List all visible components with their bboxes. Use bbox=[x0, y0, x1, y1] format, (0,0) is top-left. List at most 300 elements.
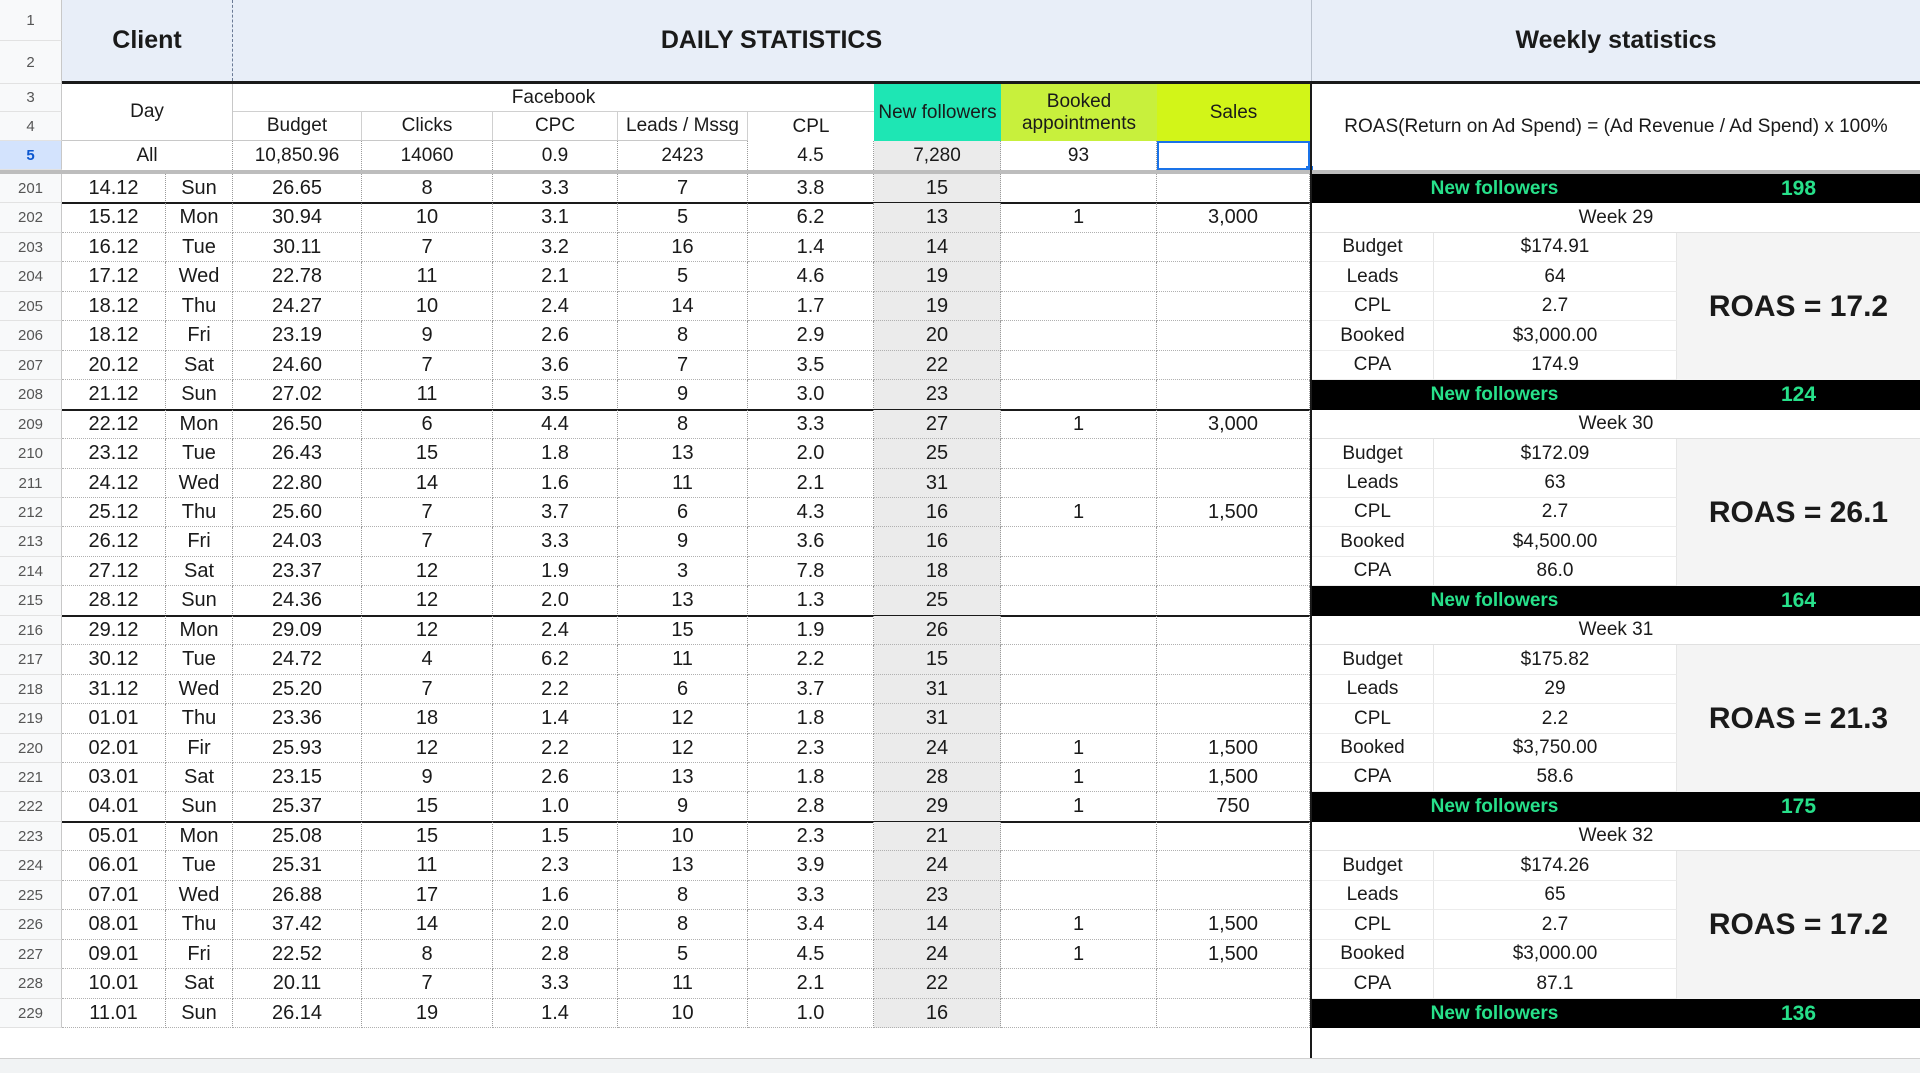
row-number[interactable]: 208 bbox=[0, 380, 62, 410]
cell-dow[interactable]: Sun bbox=[166, 792, 233, 822]
cell-date[interactable]: 23.12 bbox=[62, 439, 166, 469]
cell-sales[interactable] bbox=[1157, 969, 1310, 999]
row-number[interactable]: 218 bbox=[0, 675, 62, 704]
cell-fol[interactable]: 24 bbox=[874, 940, 1001, 969]
cell-date[interactable]: 11.01 bbox=[62, 999, 166, 1028]
cell-cpc[interactable]: 1.8 bbox=[493, 439, 618, 469]
cell-cpc[interactable]: 1.6 bbox=[493, 469, 618, 498]
cell-booked[interactable] bbox=[1001, 439, 1157, 469]
week-budget-label[interactable]: Budget bbox=[1312, 439, 1434, 469]
cell-fol[interactable]: 31 bbox=[874, 704, 1001, 734]
cell-leads[interactable]: 8 bbox=[618, 881, 748, 910]
row-number[interactable]: 224 bbox=[0, 851, 62, 881]
cell-cpl[interactable]: 2.3 bbox=[748, 734, 874, 763]
cell-booked[interactable] bbox=[1001, 321, 1157, 351]
cell-cpl[interactable]: 3.9 bbox=[748, 851, 874, 881]
cell-cpl[interactable]: 6.2 bbox=[748, 203, 874, 233]
cell-cpc[interactable]: 3.5 bbox=[493, 380, 618, 410]
cell-fol[interactable]: 31 bbox=[874, 675, 1001, 704]
cell-sales[interactable]: 750 bbox=[1157, 792, 1310, 822]
cell-sales[interactable] bbox=[1157, 822, 1310, 851]
roas-formula[interactable]: ROAS(Return on Ad Spend) = (Ad Revenue / Ad Spend) x 100% bbox=[1344, 116, 1888, 137]
totals-budget[interactable]: 10,850.96 bbox=[233, 141, 362, 170]
cell-cpc[interactable]: 3.1 bbox=[493, 203, 618, 233]
cell-sales[interactable] bbox=[1157, 439, 1310, 469]
cell-sales[interactable]: 1,500 bbox=[1157, 940, 1310, 969]
new-followers-label[interactable]: New followers bbox=[1430, 1002, 1559, 1024]
week-title[interactable]: Week 30 bbox=[1312, 410, 1920, 439]
cell-dow[interactable]: Thu bbox=[166, 498, 233, 527]
cell-leads[interactable]: 14 bbox=[618, 292, 748, 321]
cell-sales[interactable]: 1,500 bbox=[1157, 498, 1310, 527]
cell-booked[interactable] bbox=[1001, 675, 1157, 704]
week-title[interactable]: Week 29 bbox=[1312, 203, 1920, 233]
cell-budget[interactable]: 29.09 bbox=[233, 616, 362, 645]
row-number[interactable]: 228 bbox=[0, 969, 62, 999]
cell-booked[interactable] bbox=[1001, 351, 1157, 380]
new-followers-label[interactable]: New followers bbox=[1430, 384, 1559, 405]
cell-date[interactable]: 24.12 bbox=[62, 469, 166, 498]
cell-date[interactable]: 02.01 bbox=[62, 734, 166, 763]
roas-value[interactable]: ROAS = 26.1 bbox=[1677, 439, 1920, 586]
cell-leads[interactable]: 12 bbox=[618, 704, 748, 734]
cell-date[interactable]: 29.12 bbox=[62, 616, 166, 645]
cell-budget[interactable]: 20.11 bbox=[233, 969, 362, 999]
cell-cpc[interactable]: 1.4 bbox=[493, 704, 618, 734]
cell-date[interactable]: 16.12 bbox=[62, 233, 166, 262]
cell-sales[interactable]: 3,000 bbox=[1157, 410, 1310, 439]
week-budget-label[interactable]: Budget bbox=[1312, 233, 1434, 262]
cell-date[interactable]: 03.01 bbox=[62, 763, 166, 792]
week-booked-label[interactable]: Booked bbox=[1312, 734, 1434, 763]
cell-booked[interactable]: 1 bbox=[1001, 792, 1157, 822]
cell-budget[interactable]: 24.03 bbox=[233, 527, 362, 557]
cell-cpc[interactable]: 2.6 bbox=[493, 763, 618, 792]
cell-fol[interactable]: 27 bbox=[874, 410, 1001, 439]
new-followers-header[interactable]: New followers bbox=[874, 84, 1001, 141]
week-leads-label[interactable]: Leads bbox=[1312, 675, 1434, 704]
cell-dow[interactable]: Thu bbox=[166, 910, 233, 940]
week-cpa-label[interactable]: CPA bbox=[1312, 557, 1434, 586]
cell-leads[interactable]: 9 bbox=[618, 380, 748, 410]
week-cpl-value[interactable]: 2.2 bbox=[1434, 704, 1677, 734]
cell-fol[interactable]: 31 bbox=[874, 469, 1001, 498]
cell-booked[interactable] bbox=[1001, 586, 1157, 616]
row-number[interactable]: 3 bbox=[0, 84, 62, 112]
cell-clicks[interactable]: 11 bbox=[362, 380, 493, 410]
new-followers-label[interactable]: New followers bbox=[1430, 177, 1559, 199]
week-budget-label[interactable]: Budget bbox=[1312, 851, 1434, 881]
row-number[interactable]: 205 bbox=[0, 292, 62, 321]
cell-fol[interactable]: 23 bbox=[874, 380, 1001, 410]
cell-budget[interactable]: 22.52 bbox=[233, 940, 362, 969]
cell-leads[interactable]: 8 bbox=[618, 910, 748, 940]
cell-budget[interactable]: 25.20 bbox=[233, 675, 362, 704]
cell-cpc[interactable]: 2.4 bbox=[493, 292, 618, 321]
week-booked-value[interactable]: $3,000.00 bbox=[1434, 321, 1677, 351]
cell-date[interactable]: 08.01 bbox=[62, 910, 166, 940]
day-header[interactable]: Day bbox=[62, 84, 233, 141]
cell-cpl[interactable]: 4.6 bbox=[748, 262, 874, 292]
cell-sales[interactable] bbox=[1157, 262, 1310, 292]
cell-clicks[interactable]: 8 bbox=[362, 174, 493, 203]
row-number[interactable]: 229 bbox=[0, 999, 62, 1028]
cell-budget[interactable]: 23.15 bbox=[233, 763, 362, 792]
cell-fol[interactable]: 25 bbox=[874, 439, 1001, 469]
cell-cpc[interactable]: 3.6 bbox=[493, 351, 618, 380]
clicks-header[interactable]: Clicks bbox=[362, 112, 493, 141]
row-number[interactable]: 227 bbox=[0, 940, 62, 969]
cell-fol[interactable]: 26 bbox=[874, 616, 1001, 645]
cell-booked[interactable] bbox=[1001, 527, 1157, 557]
cell-fol[interactable]: 16 bbox=[874, 999, 1001, 1028]
cell-cpl[interactable]: 1.9 bbox=[748, 616, 874, 645]
cell-dow[interactable]: Sun bbox=[166, 999, 233, 1028]
cell-leads[interactable]: 6 bbox=[618, 675, 748, 704]
cell-cpc[interactable]: 3.7 bbox=[493, 498, 618, 527]
row-number[interactable]: 201 bbox=[0, 174, 62, 203]
cell-fol[interactable]: 24 bbox=[874, 851, 1001, 881]
cell-booked[interactable]: 1 bbox=[1001, 203, 1157, 233]
cell-fol[interactable]: 24 bbox=[874, 734, 1001, 763]
cell-cpc[interactable]: 1.0 bbox=[493, 792, 618, 822]
week-cpl-value[interactable]: 2.7 bbox=[1434, 910, 1677, 940]
cell-budget[interactable]: 22.78 bbox=[233, 262, 362, 292]
cell-sales[interactable] bbox=[1157, 645, 1310, 675]
facebook-header[interactable]: Facebook bbox=[233, 84, 874, 112]
cell-clicks[interactable]: 9 bbox=[362, 763, 493, 792]
cell-booked[interactable] bbox=[1001, 969, 1157, 999]
cell-date[interactable]: 14.12 bbox=[62, 174, 166, 203]
row-number[interactable]: 206 bbox=[0, 321, 62, 351]
cell-cpl[interactable]: 3.6 bbox=[748, 527, 874, 557]
cell-cpc[interactable]: 4.4 bbox=[493, 410, 618, 439]
row-number[interactable]: 4 bbox=[0, 112, 62, 141]
week-cpa-value[interactable]: 86.0 bbox=[1434, 557, 1677, 586]
cell-clicks[interactable]: 12 bbox=[362, 734, 493, 763]
cell-booked[interactable]: 1 bbox=[1001, 940, 1157, 969]
cell-fol[interactable]: 20 bbox=[874, 321, 1001, 351]
row-number[interactable]: 202 bbox=[0, 203, 62, 233]
new-followers-value[interactable]: 164 bbox=[1780, 589, 1817, 612]
week-booked-value[interactable]: $3,750.00 bbox=[1434, 734, 1677, 763]
cell-leads[interactable]: 11 bbox=[618, 645, 748, 675]
cell-fol[interactable]: 22 bbox=[874, 351, 1001, 380]
cell-dow[interactable]: Tue bbox=[166, 645, 233, 675]
row-number[interactable]: 210 bbox=[0, 439, 62, 469]
cell-dow[interactable]: Sat bbox=[166, 969, 233, 999]
cell-dow[interactable]: Thu bbox=[166, 704, 233, 734]
sales-header[interactable]: Sales bbox=[1157, 84, 1310, 141]
cell-sales[interactable] bbox=[1157, 999, 1310, 1028]
row-number[interactable]: 220 bbox=[0, 734, 62, 763]
cell-clicks[interactable]: 14 bbox=[362, 469, 493, 498]
cell-date[interactable]: 17.12 bbox=[62, 262, 166, 292]
cell-date[interactable]: 25.12 bbox=[62, 498, 166, 527]
cell-clicks[interactable]: 17 bbox=[362, 881, 493, 910]
cell-booked[interactable]: 1 bbox=[1001, 734, 1157, 763]
cpc-header[interactable]: CPC bbox=[493, 112, 618, 141]
cell-cpl[interactable]: 1.0 bbox=[748, 999, 874, 1028]
cell-budget[interactable]: 23.37 bbox=[233, 557, 362, 586]
cell-leads[interactable]: 5 bbox=[618, 940, 748, 969]
week-budget-value[interactable]: $174.26 bbox=[1434, 851, 1677, 881]
cell-cpl[interactable]: 1.8 bbox=[748, 704, 874, 734]
cell-date[interactable]: 04.01 bbox=[62, 792, 166, 822]
cell-budget[interactable]: 25.93 bbox=[233, 734, 362, 763]
cell-date[interactable]: 15.12 bbox=[62, 203, 166, 233]
cell-booked[interactable]: 1 bbox=[1001, 763, 1157, 792]
cell-cpc[interactable]: 3.2 bbox=[493, 233, 618, 262]
cell-cpl[interactable]: 2.1 bbox=[748, 969, 874, 999]
row-number[interactable]: 226 bbox=[0, 910, 62, 940]
totals-cpl[interactable]: 4.5 bbox=[748, 141, 874, 170]
cell-budget[interactable]: 37.42 bbox=[233, 910, 362, 940]
cell-fol[interactable]: 13 bbox=[874, 203, 1001, 233]
cell-leads[interactable]: 13 bbox=[618, 439, 748, 469]
week-cpl-label[interactable]: CPL bbox=[1312, 704, 1434, 734]
cell-sales[interactable]: 1,500 bbox=[1157, 734, 1310, 763]
week-leads-value[interactable]: 65 bbox=[1434, 881, 1677, 910]
cell-booked[interactable] bbox=[1001, 645, 1157, 675]
new-followers-value[interactable]: 124 bbox=[1780, 383, 1817, 406]
cell-clicks[interactable]: 11 bbox=[362, 262, 493, 292]
week-budget-value[interactable]: $174.91 bbox=[1434, 233, 1677, 262]
totals-followers[interactable]: 7,280 bbox=[874, 141, 1001, 170]
cell-leads[interactable]: 16 bbox=[618, 233, 748, 262]
cell-date[interactable]: 10.01 bbox=[62, 969, 166, 999]
cell-date[interactable]: 26.12 bbox=[62, 527, 166, 557]
cell-cpc[interactable]: 3.3 bbox=[493, 969, 618, 999]
cell-cpl[interactable]: 3.3 bbox=[748, 881, 874, 910]
cell-cpl[interactable]: 3.4 bbox=[748, 910, 874, 940]
new-followers-value[interactable]: 136 bbox=[1780, 1001, 1817, 1025]
roas-value[interactable]: ROAS = 17.2 bbox=[1677, 851, 1920, 999]
totals-clicks[interactable]: 14060 bbox=[362, 141, 493, 170]
cell-leads[interactable]: 12 bbox=[618, 734, 748, 763]
cell-dow[interactable]: Wed bbox=[166, 675, 233, 704]
totals-booked[interactable]: 93 bbox=[1001, 141, 1157, 170]
cell-cpl[interactable]: 1.8 bbox=[748, 763, 874, 792]
week-booked-label[interactable]: Booked bbox=[1312, 940, 1434, 969]
cell-booked[interactable] bbox=[1001, 292, 1157, 321]
row-number[interactable]: 203 bbox=[0, 233, 62, 262]
new-followers-value[interactable]: 175 bbox=[1780, 795, 1817, 818]
cell-budget[interactable]: 27.02 bbox=[233, 380, 362, 410]
cell-cpc[interactable]: 1.6 bbox=[493, 881, 618, 910]
cell-booked[interactable] bbox=[1001, 469, 1157, 498]
cell-cpl[interactable]: 2.0 bbox=[748, 439, 874, 469]
cell-booked[interactable] bbox=[1001, 999, 1157, 1028]
cell-cpl[interactable]: 2.1 bbox=[748, 469, 874, 498]
cell-budget[interactable]: 25.08 bbox=[233, 822, 362, 851]
cell-booked[interactable] bbox=[1001, 704, 1157, 734]
cell-clicks[interactable]: 19 bbox=[362, 999, 493, 1028]
cell-cpl[interactable]: 4.5 bbox=[748, 940, 874, 969]
cell-sales[interactable] bbox=[1157, 851, 1310, 881]
totals-cpc[interactable]: 0.9 bbox=[493, 141, 618, 170]
cell-clicks[interactable]: 12 bbox=[362, 616, 493, 645]
week-booked-label[interactable]: Booked bbox=[1312, 527, 1434, 557]
cell-cpc[interactable]: 2.8 bbox=[493, 940, 618, 969]
cell-fol[interactable]: 16 bbox=[874, 498, 1001, 527]
cell-fol[interactable]: 19 bbox=[874, 262, 1001, 292]
booked-appointments-header[interactable] bbox=[1001, 84, 1157, 141]
cell-date[interactable]: 21.12 bbox=[62, 380, 166, 410]
cell-dow[interactable]: Fir bbox=[166, 734, 233, 763]
cell-fol[interactable]: 14 bbox=[874, 910, 1001, 940]
row-number[interactable]: 216 bbox=[0, 616, 62, 645]
cell-clicks[interactable]: 7 bbox=[362, 527, 493, 557]
week-cpl-value[interactable]: 2.7 bbox=[1434, 292, 1677, 321]
week-booked-value[interactable]: $4,500.00 bbox=[1434, 527, 1677, 557]
cell-clicks[interactable]: 6 bbox=[362, 410, 493, 439]
row-number[interactable]: 1 bbox=[0, 0, 62, 41]
cell-cpl[interactable]: 2.2 bbox=[748, 645, 874, 675]
cell-date[interactable]: 18.12 bbox=[62, 321, 166, 351]
cell-date[interactable]: 31.12 bbox=[62, 675, 166, 704]
week-leads-value[interactable]: 29 bbox=[1434, 675, 1677, 704]
cell-sales[interactable] bbox=[1157, 351, 1310, 380]
cell-sales[interactable] bbox=[1157, 469, 1310, 498]
cell-booked[interactable] bbox=[1001, 174, 1157, 203]
cell-budget[interactable]: 22.80 bbox=[233, 469, 362, 498]
cell-clicks[interactable]: 4 bbox=[362, 645, 493, 675]
cell-cpl[interactable]: 7.8 bbox=[748, 557, 874, 586]
cell-sales[interactable] bbox=[1157, 233, 1310, 262]
cell-leads[interactable]: 7 bbox=[618, 174, 748, 203]
budget-header[interactable]: Budget bbox=[233, 112, 362, 141]
cell-sales[interactable]: 3,000 bbox=[1157, 203, 1310, 233]
new-followers-value[interactable]: 198 bbox=[1780, 176, 1817, 200]
cpl-header[interactable]: CPL bbox=[792, 115, 830, 137]
cell-leads[interactable]: 10 bbox=[618, 999, 748, 1028]
cell-fol[interactable]: 25 bbox=[874, 586, 1001, 616]
cell-booked[interactable]: 1 bbox=[1001, 910, 1157, 940]
week-title[interactable]: Week 31 bbox=[1312, 616, 1920, 645]
cell-fol[interactable]: 18 bbox=[874, 557, 1001, 586]
cell-cpc[interactable]: 6.2 bbox=[493, 645, 618, 675]
cell-budget[interactable]: 26.88 bbox=[233, 881, 362, 910]
week-cpl-label[interactable]: CPL bbox=[1312, 910, 1434, 940]
week-cpa-value[interactable]: 58.6 bbox=[1434, 763, 1677, 792]
daily-statistics-header[interactable]: DAILY STATISTICS bbox=[660, 26, 883, 54]
week-cpl-label[interactable]: CPL bbox=[1312, 292, 1434, 321]
totals-day[interactable]: All bbox=[62, 141, 233, 170]
row-number[interactable]: 223 bbox=[0, 822, 62, 851]
cell-cpc[interactable]: 2.1 bbox=[493, 262, 618, 292]
cell-clicks[interactable]: 7 bbox=[362, 969, 493, 999]
cell-clicks[interactable]: 7 bbox=[362, 675, 493, 704]
cell-clicks[interactable]: 12 bbox=[362, 586, 493, 616]
cell-booked[interactable] bbox=[1001, 616, 1157, 645]
cell-dow[interactable]: Sun bbox=[166, 586, 233, 616]
cell-dow[interactable]: Mon bbox=[166, 203, 233, 233]
cell-clicks[interactable]: 9 bbox=[362, 321, 493, 351]
cell-cpc[interactable]: 3.3 bbox=[493, 527, 618, 557]
cell-clicks[interactable]: 10 bbox=[362, 292, 493, 321]
cell-budget[interactable]: 24.36 bbox=[233, 586, 362, 616]
week-budget-value[interactable]: $172.09 bbox=[1434, 439, 1677, 469]
row-number[interactable]: 225 bbox=[0, 881, 62, 910]
week-leads-label[interactable]: Leads bbox=[1312, 469, 1434, 498]
cell-budget[interactable]: 25.37 bbox=[233, 792, 362, 822]
cell-budget[interactable]: 24.60 bbox=[233, 351, 362, 380]
cell-booked[interactable] bbox=[1001, 233, 1157, 262]
cell-date[interactable]: 05.01 bbox=[62, 822, 166, 851]
row-number[interactable]: 213 bbox=[0, 527, 62, 557]
cell-cpl[interactable]: 3.0 bbox=[748, 380, 874, 410]
cell-sales[interactable] bbox=[1157, 321, 1310, 351]
cell-sales[interactable] bbox=[1157, 527, 1310, 557]
totals-sales[interactable] bbox=[1157, 141, 1310, 170]
cell-clicks[interactable]: 7 bbox=[362, 351, 493, 380]
cell-cpc[interactable]: 2.0 bbox=[493, 586, 618, 616]
row-number[interactable]: 211 bbox=[0, 469, 62, 498]
cell-fol[interactable]: 16 bbox=[874, 527, 1001, 557]
cell-booked[interactable] bbox=[1001, 380, 1157, 410]
cell-date[interactable]: 09.01 bbox=[62, 940, 166, 969]
cell-date[interactable]: 30.12 bbox=[62, 645, 166, 675]
cell-cpl[interactable]: 3.3 bbox=[748, 410, 874, 439]
cell-clicks[interactable]: 18 bbox=[362, 704, 493, 734]
cell-dow[interactable]: Wed bbox=[166, 262, 233, 292]
cell-fol[interactable]: 19 bbox=[874, 292, 1001, 321]
row-number[interactable]: 219 bbox=[0, 704, 62, 734]
week-leads-value[interactable]: 64 bbox=[1434, 262, 1677, 292]
row-number[interactable]: 217 bbox=[0, 645, 62, 675]
week-budget-label[interactable]: Budget bbox=[1312, 645, 1434, 675]
cell-leads[interactable]: 5 bbox=[618, 203, 748, 233]
cell-leads[interactable]: 3 bbox=[618, 557, 748, 586]
cell-budget[interactable]: 30.94 bbox=[233, 203, 362, 233]
cell-dow[interactable]: Sun bbox=[166, 380, 233, 410]
cell-fol[interactable]: 21 bbox=[874, 822, 1001, 851]
row-number[interactable]: 5 bbox=[0, 141, 62, 170]
cell-fol[interactable]: 23 bbox=[874, 881, 1001, 910]
cell-sales[interactable]: 1,500 bbox=[1157, 910, 1310, 940]
cell-budget[interactable]: 25.60 bbox=[233, 498, 362, 527]
cell-fol[interactable]: 28 bbox=[874, 763, 1001, 792]
week-leads-label[interactable]: Leads bbox=[1312, 262, 1434, 292]
cell-cpl[interactable]: 1.3 bbox=[748, 586, 874, 616]
week-cpa-label[interactable]: CPA bbox=[1312, 351, 1434, 380]
row-number[interactable]: 209 bbox=[0, 410, 62, 439]
cell-dow[interactable]: Mon bbox=[166, 410, 233, 439]
cell-leads[interactable]: 9 bbox=[618, 527, 748, 557]
cell-budget[interactable]: 26.65 bbox=[233, 174, 362, 203]
cell-fol[interactable]: 14 bbox=[874, 233, 1001, 262]
cell-sales[interactable] bbox=[1157, 557, 1310, 586]
cell-dow[interactable]: Wed bbox=[166, 881, 233, 910]
cell-leads[interactable]: 15 bbox=[618, 616, 748, 645]
cell-clicks[interactable]: 11 bbox=[362, 851, 493, 881]
roas-value[interactable]: ROAS = 21.3 bbox=[1677, 645, 1920, 792]
cell-sales[interactable] bbox=[1157, 704, 1310, 734]
week-booked-label[interactable]: Booked bbox=[1312, 321, 1434, 351]
cell-cpl[interactable]: 2.3 bbox=[748, 822, 874, 851]
cell-booked[interactable] bbox=[1001, 851, 1157, 881]
cell-dow[interactable]: Fri bbox=[166, 940, 233, 969]
row-number[interactable]: 214 bbox=[0, 557, 62, 586]
cell-leads[interactable]: 6 bbox=[618, 498, 748, 527]
row-number[interactable]: 222 bbox=[0, 792, 62, 822]
cell-leads[interactable]: 13 bbox=[618, 763, 748, 792]
cell-booked[interactable] bbox=[1001, 262, 1157, 292]
cell-cpl[interactable]: 2.8 bbox=[748, 792, 874, 822]
new-followers-label[interactable]: New followers bbox=[1430, 796, 1559, 817]
cell-clicks[interactable]: 12 bbox=[362, 557, 493, 586]
